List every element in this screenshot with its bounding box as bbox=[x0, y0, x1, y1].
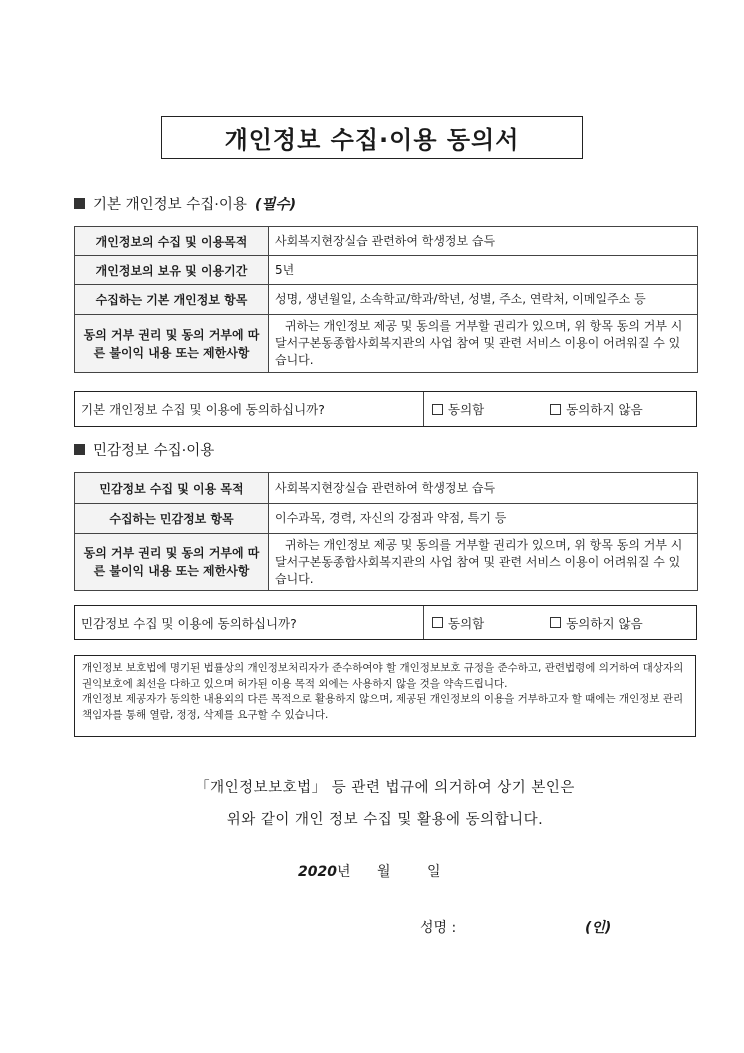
row-label: 수집하는 기본 개인정보 항목 bbox=[75, 285, 269, 315]
table-row bbox=[75, 504, 698, 534]
row-label: 수집하는 민감정보 항목 bbox=[75, 504, 269, 534]
agree-label: 동의함 bbox=[448, 615, 485, 631]
month-unit: 월 bbox=[377, 864, 391, 880]
row-value: 귀하는 개인정보 제공 및 동의를 거부할 권리가 있으며, 위 항목 동의 거부 시 달서구본동종합사회복지관의 사업 참여 및 관련 서비스 이용이 어려워질 수 있습니다. bbox=[269, 534, 698, 591]
checkbox-icon[interactable] bbox=[550, 404, 561, 415]
checkbox-icon[interactable] bbox=[432, 404, 443, 415]
row-label: 동의 거부 권리 및 동의 거부에 따른 불이익 내용 또는 제한사항 bbox=[75, 534, 269, 591]
disagree-option[interactable] bbox=[550, 614, 642, 632]
privacy-notice-box bbox=[74, 655, 696, 737]
table-row bbox=[75, 256, 698, 285]
consent-question: 민감정보 수집 및 이용에 동의하십니까? bbox=[75, 606, 424, 639]
row-label: 동의 거부 권리 및 동의 거부에 따른 불이익 내용 또는 제한사항 bbox=[75, 315, 269, 373]
basic-info-table bbox=[74, 226, 698, 373]
square-bullet-icon bbox=[74, 198, 85, 209]
row-value: 5년 bbox=[269, 256, 698, 285]
row-value: 귀하는 개인정보 제공 및 동의를 거부할 권리가 있으며, 위 항목 동의 거부 시 달서구본동종합사회복지관의 사업 참여 및 관련 서비스 이용이 어려워질 수 있습니다. bbox=[269, 315, 698, 373]
sensitive-consent-question-box bbox=[74, 605, 697, 640]
basic-consent-question-box bbox=[74, 391, 697, 427]
required-mark: (필수) bbox=[254, 197, 297, 213]
sensitive-info-table bbox=[74, 472, 698, 591]
section-basic-title: 기본 개인정보 수집·이용 bbox=[93, 197, 247, 213]
row-value: 이수과목, 경력, 자신의 강점과 약점, 특기 등 bbox=[269, 504, 698, 534]
checkbox-icon[interactable] bbox=[550, 617, 561, 628]
checkbox-icon[interactable] bbox=[432, 617, 443, 628]
consent-question: 기본 개인정보 수집 및 이용에 동의하십니까? bbox=[75, 392, 424, 426]
consent-statement-line2: 위와 같이 개인 정보 수집 및 활용에 동의합니다. bbox=[226, 812, 544, 828]
title-text: 개인정보 수집·이용 동의서 bbox=[224, 126, 520, 154]
disagree-label: 동의하지 않음 bbox=[566, 402, 643, 417]
day-unit: 일 bbox=[427, 864, 441, 880]
date-line bbox=[298, 861, 351, 881]
seal-mark: (인) bbox=[585, 920, 612, 936]
date-year: 2020 bbox=[298, 864, 337, 880]
table-row bbox=[75, 315, 698, 373]
notice-paragraph: 개인정보 제공자가 동의한 내용외의 다른 목적으로 활용하지 않으며, 제공된 개인정보의 이용을 거부하고자 할 때에는 개인정보 관리책임자를 통해 열람, 정정, 삭제를 요구할 수 있습니다. bbox=[82, 693, 684, 721]
document-title bbox=[161, 116, 583, 159]
row-value: 성명, 생년월일, 소속학교/학과/학년, 성별, 주소, 연락처, 이메일주소 등 bbox=[269, 285, 698, 315]
year-unit: 년 bbox=[336, 864, 351, 880]
square-bullet-icon bbox=[74, 444, 85, 455]
section-sensitive-title: 민감정보 수집·이용 bbox=[93, 443, 215, 459]
agree-option[interactable] bbox=[432, 614, 484, 632]
section-sensitive-heading bbox=[74, 439, 214, 460]
agree-option[interactable] bbox=[432, 400, 484, 418]
table-row bbox=[75, 285, 698, 315]
table-row bbox=[75, 473, 698, 504]
disagree-option[interactable] bbox=[550, 400, 642, 418]
signature-label: 성명 : bbox=[420, 920, 457, 936]
signature-field[interactable] bbox=[478, 915, 578, 937]
table-row bbox=[75, 227, 698, 256]
row-label: 개인정보의 수집 및 이용목적 bbox=[75, 227, 269, 256]
row-label: 개인정보의 보유 및 이용기간 bbox=[75, 256, 269, 285]
table-row bbox=[75, 534, 698, 591]
row-value: 사회복지현장실습 관련하여 학생정보 습득 bbox=[269, 473, 698, 504]
notice-paragraph: 개인정보 보호법에 명기된 법률상의 개인정보처리자가 준수하여야 할 개인정보보호 규정을 준수하고, 관련법령에 의거하여 대상자의 권익보호에 최선을 다하고 있으며 허가된 이용 목적 외에는 사용하지 않을 것을 약속드립니다. bbox=[82, 662, 684, 690]
disagree-label: 동의하지 않음 bbox=[566, 615, 643, 631]
agree-label: 동의함 bbox=[448, 402, 485, 417]
consent-statement-line1: 「개인정보보호법」 등 관련 법규에 의거하여 상기 본인은 bbox=[195, 780, 575, 796]
row-value: 사회복지현장실습 관련하여 학생정보 습득 bbox=[269, 227, 698, 256]
section-basic-heading bbox=[74, 193, 296, 214]
row-label: 민감정보 수집 및 이용 목적 bbox=[75, 473, 269, 504]
